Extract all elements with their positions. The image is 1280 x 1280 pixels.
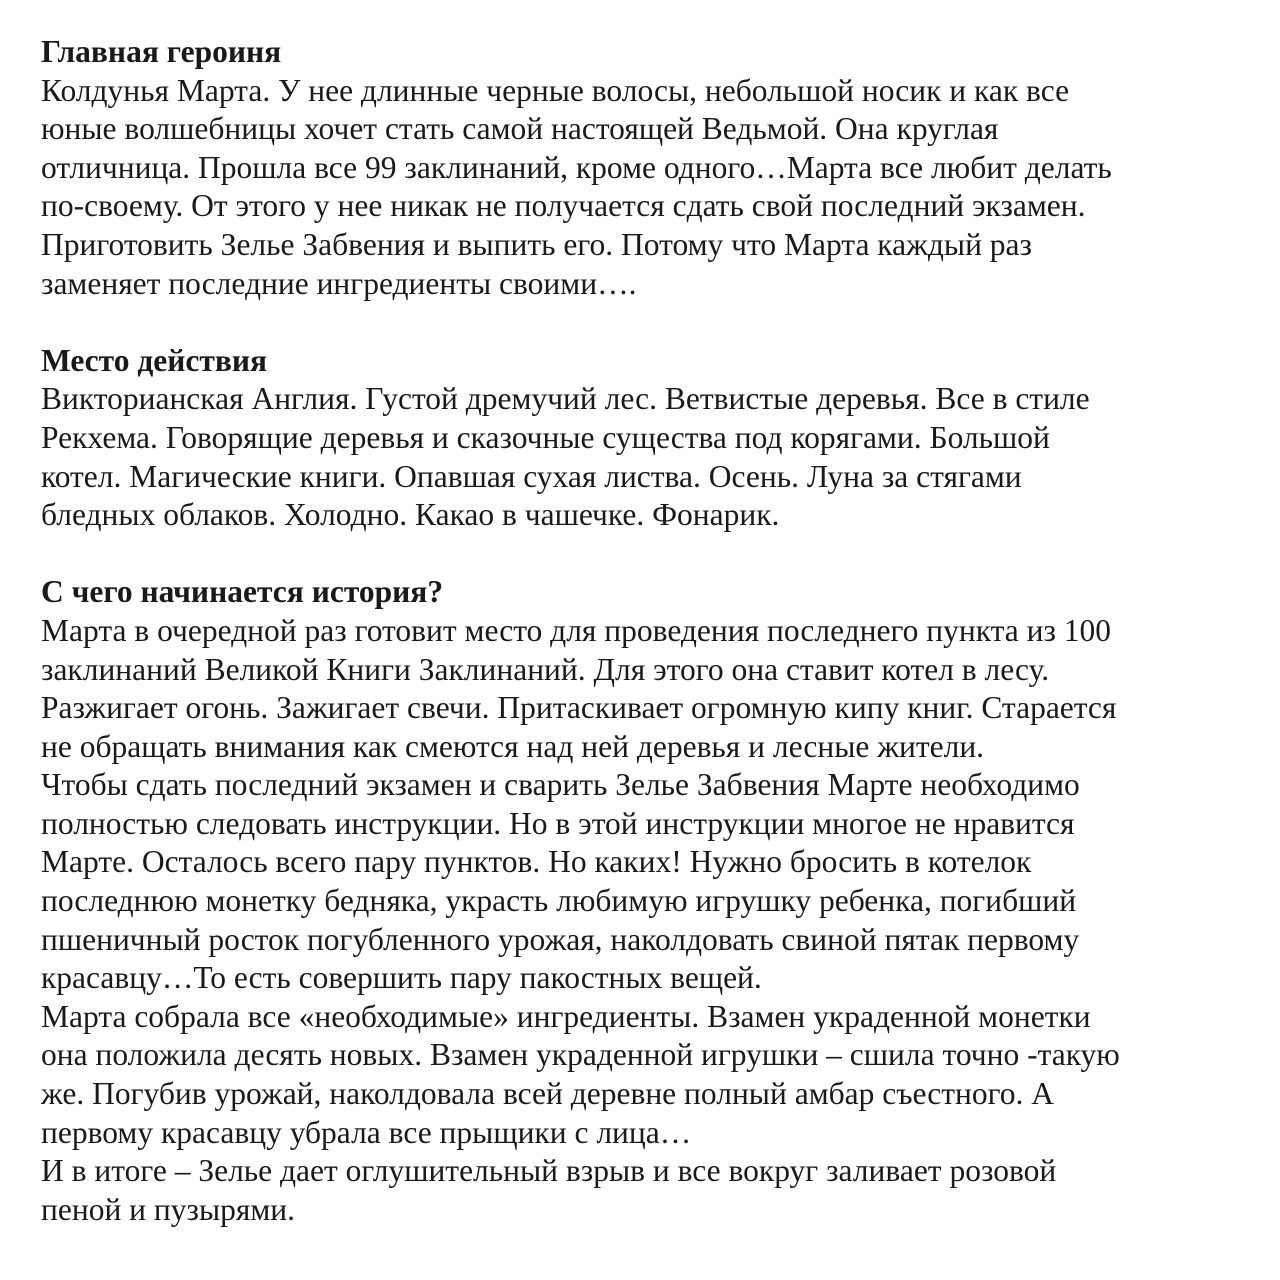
text-line: полностью следовать инструкции. Но в этой инструкции многое не нравится — [41, 805, 1075, 841]
text-line: котел. Магические книги. Опавшая сухая листва. Осень. Луна за стягами — [41, 458, 1022, 494]
text-line: И в итоге – Зелье дает оглушительный взрыв и все вокруг заливает розовой — [41, 1153, 1057, 1189]
text-line: Марта в очередной раз готовит место для проведения последнего пункта из 100 — [41, 612, 1112, 648]
text-line: пеной и пузырями. — [41, 1191, 296, 1227]
section-story-start — [41, 573, 1256, 1229]
text-line: по-своему. От этого у нее никак не получается сдать свой последний экзамен. — [41, 188, 1086, 224]
text-line: Викторианская Англия. Густой дремучий лес. Ветвистые деревья. Все в стиле — [41, 381, 1090, 417]
text-line: заклинаний Великой Книги Заклинаний. Для этого она ставит котел в лесу. — [41, 651, 1050, 687]
text-line: последнюю монетку бедняка, украсть любимую игрушку ребенка, погибший — [41, 883, 1077, 919]
section-heading: Место действия — [41, 342, 268, 378]
text-line: бледных облаков. Холодно. Какао в чашечке. Фонарик. — [41, 497, 780, 533]
section-main-heroine — [41, 33, 1256, 303]
section-heading: Главная героиня — [41, 34, 282, 69]
text-line: юные волшебницы хочет стать самой настоящей Ведьмой. Она круглая — [41, 111, 999, 147]
text-line: отличница. Прошла все 99 заклинаний, кроме одного…Марта все любит делать — [41, 149, 1112, 185]
text-line: не обращать внимания как смеются над ней деревья и лесные жители. — [41, 728, 985, 764]
text-line: же. Погубив урожай, наколдовала всей деревне полный амбар съестного. А — [41, 1076, 1055, 1112]
text-line: Марте. Осталось всего пару пунктов. Но каких! Нужно бросить в котелок — [41, 844, 1032, 880]
text-line: заменяет последние ингредиенты своими…. — [41, 265, 637, 301]
section-heading: С чего начинается история? — [41, 574, 444, 610]
text-line: Чтобы сдать последний экзамен и сварить Зелье Забвения Марте необходимо — [41, 767, 1080, 803]
text-line: Приготовить Зелье Забвения и выпить его. Потому что Марта каждый раз — [41, 226, 1032, 262]
text-line: Колдунья Марта. У нее длинные черные волосы, небольшой носик и как все — [41, 72, 1070, 108]
document-page — [41, 33, 1256, 1229]
section-setting — [41, 342, 1256, 535]
text-line: Разжигает огонь. Зажигает свечи. Притаскивает огромную кипу книг. Старается — [41, 690, 1117, 726]
text-line: Рекхема. Говорящие деревья и сказочные существа под корягами. Большой — [41, 419, 1050, 455]
text-line: первому красавцу убрала все прыщики с лица… — [41, 1114, 692, 1150]
text-line: пшеничный росток погубленного урожая, наколдовать свиной пятак первому — [41, 921, 1080, 957]
text-line: она положила десять новых. Взамен украденной игрушки – сшила точно -такую — [41, 1037, 1120, 1073]
text-line: красавцу…То есть совершить пару пакостных вещей. — [41, 960, 762, 996]
text-line: Марта собрала все «необходимые» ингредиенты. Взамен украденной монетки — [41, 998, 1091, 1034]
